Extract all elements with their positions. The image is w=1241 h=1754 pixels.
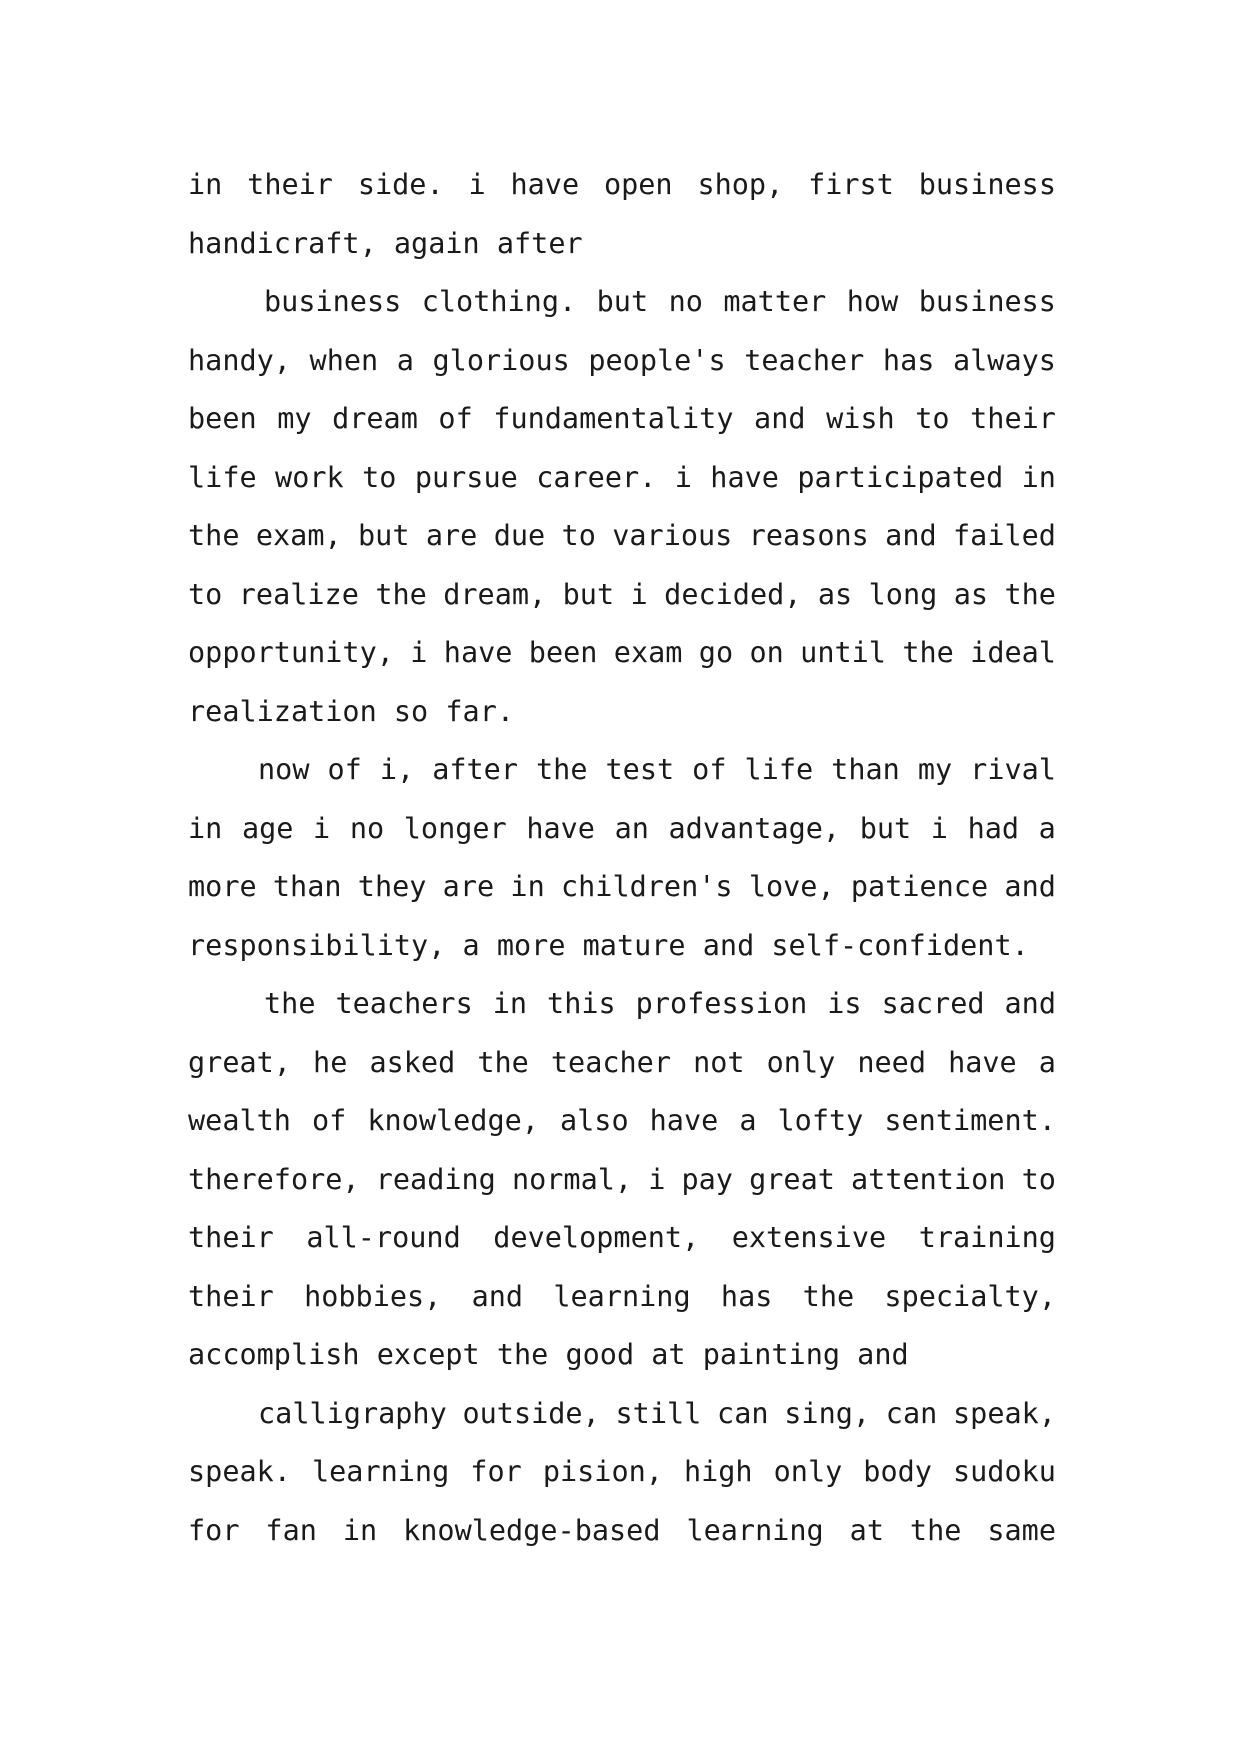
word: after [432, 753, 518, 786]
text-line [188, 741, 1056, 800]
word: learning [311, 1455, 450, 1488]
word: in [342, 1513, 378, 1547]
word: people's [588, 343, 726, 377]
word: specialty, [884, 1279, 1056, 1313]
word: in [188, 168, 223, 201]
word: have [710, 460, 779, 494]
word: been [528, 636, 598, 669]
word: exam [613, 636, 683, 669]
word: speak, [953, 1396, 1056, 1430]
word: the [909, 1513, 962, 1547]
word: their [247, 168, 333, 201]
word: to [561, 519, 596, 552]
word: have [443, 636, 513, 669]
word: and [1004, 870, 1056, 903]
word: dream [332, 402, 418, 435]
text-line [188, 1268, 1056, 1327]
word: an [614, 811, 649, 845]
word: and [754, 402, 806, 435]
paragraph-3 [188, 741, 1056, 975]
word: have [526, 811, 595, 845]
word: had [967, 811, 1020, 845]
word: attention [851, 1162, 1006, 1196]
word: age [241, 811, 294, 845]
word: when [309, 343, 379, 377]
word: hobbies, [304, 1279, 442, 1313]
text-line [188, 975, 1056, 1034]
word: but [596, 285, 649, 318]
word: of [438, 402, 473, 435]
word: patience [850, 870, 989, 903]
word: more [188, 870, 257, 903]
word: i, [379, 753, 415, 786]
word: only [773, 1455, 843, 1488]
word: longer [403, 811, 507, 845]
word: therefore, [188, 1162, 360, 1196]
word: as [953, 577, 989, 611]
text-line [188, 800, 1056, 859]
word: in [492, 987, 528, 1020]
text-line [188, 332, 1056, 391]
paragraph-5 [188, 1385, 1056, 1561]
word: but [859, 811, 912, 845]
word: in [510, 870, 545, 903]
word: for [470, 1455, 522, 1488]
word: learning [686, 1513, 824, 1547]
text-line [188, 156, 1056, 215]
word: have [510, 168, 580, 201]
word: high [683, 1455, 753, 1488]
paragraph-2 [188, 273, 1056, 741]
word: teacher [744, 343, 865, 377]
word: in [188, 811, 223, 845]
word: are [425, 519, 478, 552]
word: than [831, 753, 900, 786]
word: training [918, 1221, 1056, 1254]
word: have [649, 1104, 719, 1137]
text-line: handicraft, again after [188, 226, 583, 260]
word: can [885, 1396, 938, 1430]
word: been [188, 402, 257, 435]
word: opportunity, [188, 636, 394, 669]
word: on [749, 636, 784, 669]
paragraph-1 [188, 156, 1056, 273]
word: the [477, 1045, 529, 1079]
text-line [188, 507, 1056, 566]
word: to [1021, 1162, 1056, 1196]
word: teachers [335, 987, 473, 1020]
word: clothing. [421, 285, 577, 318]
word: calligraphy [258, 1396, 447, 1430]
word: a [1038, 811, 1056, 845]
word: love, [748, 870, 835, 903]
word: also [559, 1104, 629, 1137]
word: realize [238, 577, 359, 611]
word: speak. [188, 1455, 291, 1488]
word: failed [953, 519, 1056, 552]
word: no [668, 285, 703, 318]
word: lofty [777, 1104, 864, 1137]
word: i [648, 1162, 666, 1196]
word: the [902, 636, 954, 669]
word: exam, [255, 519, 342, 552]
text-line [188, 566, 1056, 625]
word: this [547, 987, 616, 1020]
text-line [188, 858, 1056, 917]
word: great [749, 1162, 835, 1196]
word: my [277, 402, 312, 435]
word: no [349, 811, 385, 845]
word: only [766, 1045, 836, 1079]
word: life [744, 753, 814, 786]
word: of [692, 753, 727, 786]
word: i [674, 460, 692, 494]
word: they [357, 870, 427, 903]
word: the [264, 987, 316, 1020]
word: i [930, 811, 948, 845]
word: for [188, 1513, 240, 1547]
word: than [272, 870, 342, 903]
word: development, [493, 1221, 700, 1254]
text-line: responsibility, a more mature and self-confident. [188, 928, 1029, 962]
word: pay [681, 1162, 733, 1196]
word: children's [560, 870, 733, 903]
word: side. [357, 168, 444, 201]
body-text [188, 156, 1056, 1560]
word: and [1004, 987, 1056, 1020]
text-line [188, 1209, 1056, 1268]
word: business [264, 285, 402, 318]
word: decided, [664, 577, 802, 611]
word: matter [723, 285, 827, 318]
word: their [970, 402, 1056, 435]
text-line: accomplish except the good at painting and [188, 1338, 909, 1371]
word: body [863, 1455, 932, 1488]
word: career. [536, 460, 657, 494]
word: profession [635, 987, 808, 1020]
word: the [1004, 577, 1056, 611]
word: long [868, 577, 938, 611]
word: their [188, 1221, 274, 1254]
word: has [882, 343, 935, 377]
word: can [717, 1396, 769, 1430]
word: rival [970, 753, 1056, 786]
word: always [952, 343, 1056, 377]
word: i [410, 636, 428, 669]
word: pision, [542, 1455, 663, 1488]
word: go [698, 636, 734, 669]
text-line [188, 390, 1056, 449]
word: teacher [550, 1045, 671, 1079]
word: but [562, 577, 615, 611]
word: outside, [462, 1396, 600, 1430]
text-line: realization so far. [188, 694, 515, 728]
word: reasons [748, 519, 869, 552]
word: to [915, 402, 950, 435]
word: wealth [188, 1104, 291, 1137]
word: their [188, 1279, 274, 1313]
text-line [188, 1034, 1056, 1093]
word: of [327, 753, 362, 786]
word: sentiment. [884, 1104, 1056, 1137]
text-line [188, 1443, 1056, 1502]
text-line [188, 1151, 1056, 1210]
word: the [188, 519, 240, 552]
text-line [188, 449, 1056, 508]
word: ideal [970, 636, 1056, 669]
paragraph-4 [188, 975, 1056, 1385]
word: a [396, 343, 414, 377]
word: now [258, 753, 310, 786]
word: wish [826, 402, 895, 435]
word: advantage, [668, 811, 841, 845]
word: not [693, 1045, 745, 1079]
word: sacred [881, 987, 985, 1020]
word: a [739, 1104, 757, 1137]
text-line [188, 1385, 1056, 1444]
word: work [275, 460, 344, 494]
word: to [188, 577, 223, 611]
word: great, [188, 1045, 291, 1079]
word: he [313, 1045, 348, 1079]
word: sing, [784, 1396, 871, 1430]
word: the [536, 753, 588, 786]
text-line [188, 1092, 1056, 1151]
word: normal, [511, 1162, 633, 1196]
word: reading [375, 1162, 496, 1196]
word: i [313, 811, 331, 845]
word: business [918, 168, 1056, 201]
word: a [1038, 1045, 1056, 1079]
word: until [800, 636, 886, 669]
word: are [442, 870, 495, 903]
word: i [468, 168, 486, 201]
word: and [885, 519, 937, 552]
text-line [188, 624, 1056, 683]
word: handy, [188, 343, 291, 377]
word: asked [369, 1045, 456, 1079]
word: the [802, 1279, 855, 1313]
word: open [603, 168, 673, 201]
word: at [849, 1513, 884, 1547]
word: need [857, 1045, 926, 1079]
word: dream, [443, 577, 547, 611]
word: learning [553, 1279, 691, 1313]
word: test [605, 753, 675, 786]
word: due [493, 519, 546, 552]
word: knowledge-based [403, 1513, 661, 1547]
word: how [846, 285, 899, 318]
word: fundamentality [493, 402, 734, 435]
word: first [808, 168, 894, 201]
word: shop, [697, 168, 784, 201]
word: same [987, 1513, 1056, 1547]
word: and [471, 1279, 524, 1313]
word: participated [797, 460, 1004, 494]
word: is [827, 987, 862, 1020]
word: various [612, 519, 733, 552]
word: sudoku [952, 1455, 1056, 1488]
word: all-round [306, 1221, 461, 1254]
word: still [615, 1396, 702, 1430]
word: extensive [731, 1221, 887, 1254]
word: have [948, 1045, 1017, 1079]
word: glorious [432, 343, 570, 377]
word: has [720, 1279, 773, 1313]
word: in [1021, 460, 1056, 494]
word: fan [265, 1513, 317, 1547]
word: life [188, 460, 257, 494]
word: i [630, 577, 648, 611]
word: my [917, 753, 953, 786]
word: knowledge, [367, 1104, 539, 1137]
word: of [311, 1104, 347, 1137]
word: pursue [414, 460, 518, 494]
word: business [918, 285, 1056, 318]
word: but [358, 519, 410, 552]
word: the [375, 577, 427, 611]
word: as [817, 577, 853, 611]
word: to [362, 460, 397, 494]
text-line [188, 273, 1056, 332]
text-line [188, 1502, 1056, 1561]
